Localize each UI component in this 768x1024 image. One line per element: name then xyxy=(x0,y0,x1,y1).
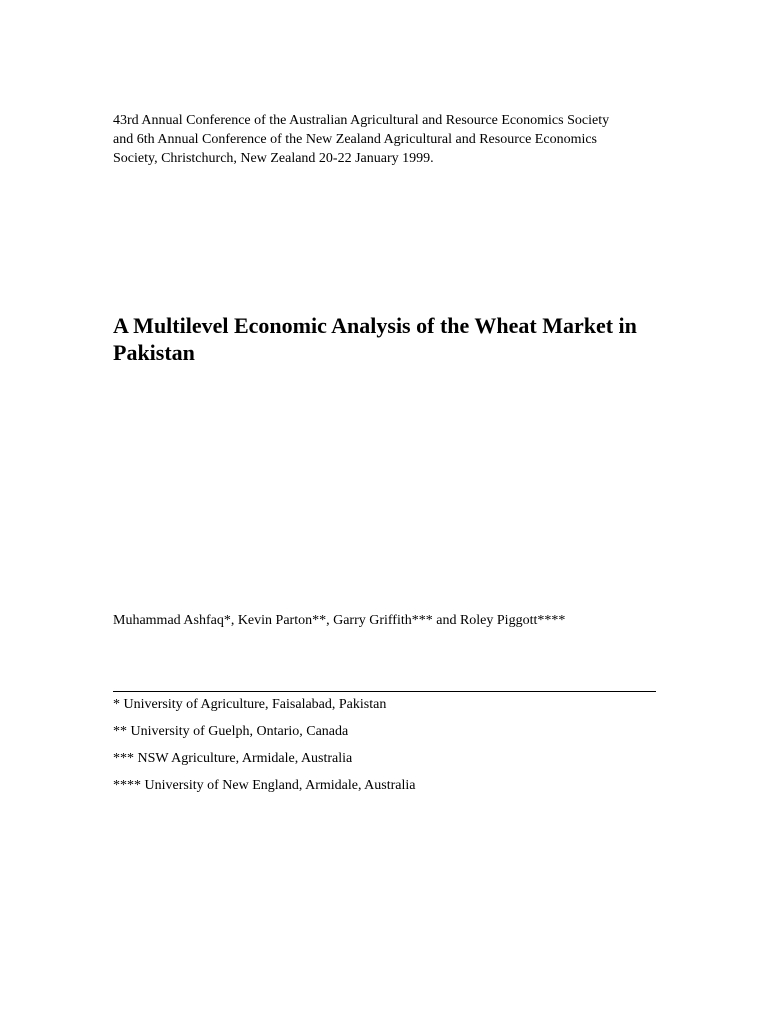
paper-title-line-1: A Multilevel Economic Analysis of the Wheat Market in xyxy=(113,313,637,338)
affiliation-item: **** University of New England, Armidale, Australia xyxy=(113,778,416,793)
affiliation-list xyxy=(113,695,416,803)
footnote-divider xyxy=(113,691,656,692)
conference-line-1: 43rd Annual Conference of the Australian Agricultural and Resource Economics Society xyxy=(113,113,610,128)
affiliation-item: ** University of Guelph, Ontario, Canada xyxy=(113,724,349,739)
paper-title xyxy=(113,312,673,366)
affiliation-item: *** NSW Agriculture, Armidale, Australia xyxy=(113,751,353,766)
paper-title-line-2: Pakistan xyxy=(113,340,195,365)
conference-note xyxy=(113,111,673,168)
conference-line-3: Society, Christchurch, New Zealand 20-22 January 1999. xyxy=(113,151,434,166)
affiliation-item: * University of Agriculture, Faisalabad, Pakistan xyxy=(113,697,387,712)
author-list: Muhammad Ashfaq*, Kevin Parton**, Garry Griffith*** and Roley Piggott**** xyxy=(113,613,566,628)
conference-line-2: and 6th Annual Conference of the New Zealand Agricultural and Resource Economics xyxy=(113,132,598,147)
